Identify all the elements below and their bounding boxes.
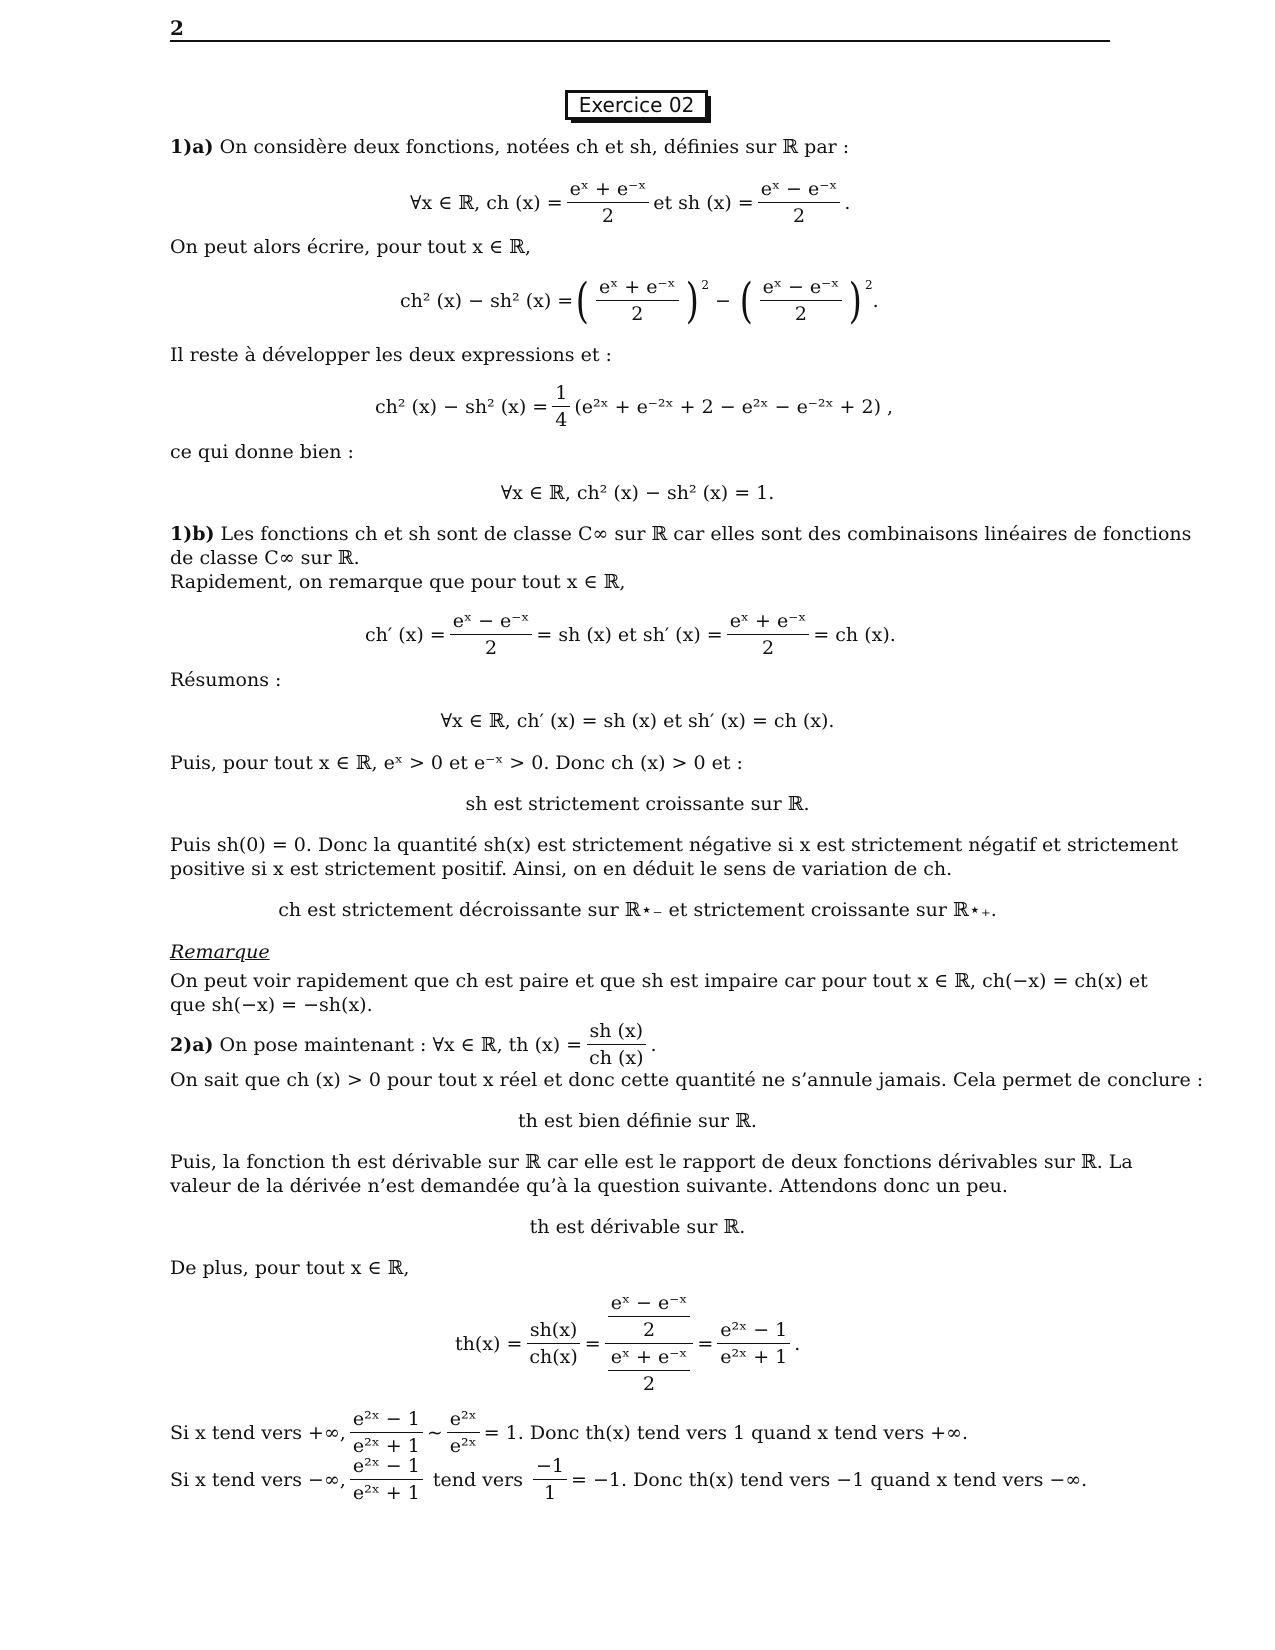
eq2-close-paren-2: ) xyxy=(849,272,863,329)
lim2-fraction-1 xyxy=(350,1455,423,1504)
remark-line1: On peut voir rapidement que ch est paire et que sh est impaire car pour tout x ∈ ℝ, ch(−x) = ch(x) et xyxy=(170,970,1148,992)
eq2-denominator-2: 2 xyxy=(794,303,807,325)
q1b-line1-wrapper xyxy=(170,522,1192,546)
equation-ch-sh-definition xyxy=(410,178,850,227)
eq11-inner-bottom-denominator: 2 xyxy=(642,1373,656,1395)
q1b-line1: Les fonctions ch et sh sont de classe C∞ sur ℝ car elles sont des combinaisons linéaires de fonctions xyxy=(220,523,1192,545)
q2a-deplus: De plus, pour tout x ∈ ℝ, xyxy=(170,1257,410,1279)
remark-line2: que sh(−x) = −sh(x). xyxy=(170,994,373,1016)
statement-th-derivable: th est dérivable sur ℝ. xyxy=(529,1216,746,1238)
statement-th-defined: th est bien définie sur ℝ. xyxy=(518,1110,757,1132)
eq3-fraction xyxy=(552,382,570,431)
eq1-ch-numerator: eˣ + e⁻ˣ xyxy=(567,178,650,203)
lim1-fraction-1 xyxy=(350,1408,423,1457)
q1b-line2: de classe C∞ sur ℝ. xyxy=(170,547,360,569)
eq11-denominator-c: e²ˣ + 1 xyxy=(720,1346,788,1368)
header-rule xyxy=(170,40,1110,42)
limit-minus-infinity-line xyxy=(170,1455,1087,1504)
eq11-equals-1: = xyxy=(584,1332,601,1355)
lim1-denominator-1: e²ˣ + 1 xyxy=(352,1435,420,1457)
q2a-line-sait: On sait que ch (x) > 0 pour tout x réel et donc cette quantité ne s’annule jamais. Cela permet de conclure : xyxy=(170,1069,1204,1091)
eq1-sh-numerator: eˣ − e⁻ˣ xyxy=(758,178,841,203)
lim1-sim: ∼ xyxy=(426,1421,443,1444)
eq5-end: = ch (x). xyxy=(813,623,896,646)
q2a-th-denominator: ch (x) xyxy=(589,1047,644,1069)
page-number: 2 xyxy=(170,16,184,40)
remark-title: Remarque xyxy=(170,941,270,963)
eq11-numerator-a: sh(x) xyxy=(527,1319,581,1344)
q2a-th-fraction xyxy=(586,1020,646,1069)
q1b-para-line2: positive si x est strictement positif. Ainsi, on en déduit le sens de variation de ch. xyxy=(170,858,953,880)
eq2-lhs: ch² (x) − sh² (x) = xyxy=(400,289,574,312)
eq1-lhs: ∀x ∈ ℝ, ch (x) = xyxy=(410,191,563,214)
limit-plus-infinity-line xyxy=(170,1408,968,1457)
eq2-denominator-1: 2 xyxy=(631,303,644,325)
eq2-open-paren-2: ( xyxy=(739,272,753,329)
eq5-numerator-2: eˣ + e⁻ˣ xyxy=(727,610,810,635)
lim2-denominator-1: e²ˣ + 1 xyxy=(352,1482,420,1504)
eq2-fraction-1 xyxy=(596,276,679,325)
eq2-end: . xyxy=(872,289,879,312)
lim1-denominator-2: e²ˣ xyxy=(449,1435,477,1457)
eq11-end: . xyxy=(794,1332,801,1355)
equation-ch2-sh2-squares xyxy=(400,272,879,329)
lim1-fraction-2 xyxy=(447,1408,480,1457)
statement-sh-increasing: sh est strictement croissante sur ℝ. xyxy=(465,793,810,815)
eq2-close-paren-1: ) xyxy=(685,272,699,329)
eq1-ch-fraction xyxy=(567,178,650,227)
lim1-prefix: Si x tend vers +∞, xyxy=(170,1421,346,1444)
lim1-suffix: = 1. Donc th(x) tend vers 1 quand x tend vers +∞. xyxy=(483,1421,969,1444)
equation-derivatives xyxy=(365,610,896,659)
eq1-mid: et sh (x) = xyxy=(653,191,754,214)
q1a-intro: On considère deux fonctions, notées ch et sh, définies sur ℝ par : xyxy=(219,136,850,158)
q2a-th-numerator: sh (x) xyxy=(587,1020,647,1045)
eq11-fraction-sh-ch xyxy=(526,1319,580,1368)
eq2-minus: − xyxy=(714,289,731,312)
eq11-inner-top-denominator: 2 xyxy=(642,1319,656,1341)
equation-ch2-sh2-expanded xyxy=(375,382,893,431)
lim2-numerator-2: −1 xyxy=(533,1455,567,1480)
eq2-open-paren-1: ( xyxy=(576,272,590,329)
lim2-mid: tend vers xyxy=(432,1468,523,1491)
eq11-inner-bottom-numerator: eˣ + e⁻ˣ xyxy=(608,1346,691,1371)
lim2-denominator-2: 1 xyxy=(543,1482,557,1504)
q1b-resumons: Résumons : xyxy=(170,669,282,691)
q1b-para-line1: Puis sh(0) = 0. Donc la quantité sh(x) est strictement négative si x est strictement négatif et strictement xyxy=(170,834,1179,856)
eq5-mid: = sh (x) et sh′ (x) = xyxy=(536,623,723,646)
eq3-rhs: (e²ˣ + e⁻²ˣ + 2 − e²ˣ − e⁻²ˣ + 2) , xyxy=(574,395,894,418)
eq2-fraction-2 xyxy=(760,276,843,325)
eq1-sh-fraction xyxy=(758,178,841,227)
equation-th-expression xyxy=(455,1292,800,1395)
exercise-title: Exercice 02 xyxy=(565,90,708,120)
statement-ch-variation: ch est strictement décroissante sur ℝ⋆₋ et strictement croissante sur ℝ⋆₊. xyxy=(278,899,997,921)
q1b-label: 1)b) xyxy=(170,523,215,545)
eq2-exponent-2: 2 xyxy=(864,278,873,292)
eq2-exponent-1: 2 xyxy=(701,278,709,292)
equation-derivatives-summary: ∀x ∈ ℝ, ch′ (x) = sh (x) et sh′ (x) = ch (x). xyxy=(440,710,835,732)
eq11-inner-fraction-bottom xyxy=(608,1346,691,1395)
eq11-inner-fraction-top xyxy=(608,1292,691,1341)
equation-ch2-sh2-equals-1: ∀x ∈ ℝ, ch² (x) − sh² (x) = 1. xyxy=(500,482,775,504)
eq3-numerator: 1 xyxy=(552,382,570,407)
q2a-para-line1: Puis, la fonction th est dérivable sur ℝ car elle est le rapport de deux fonctions dérivables sur ℝ. La xyxy=(170,1151,1133,1173)
eq11-lhs: th(x) = xyxy=(455,1332,523,1355)
lim2-prefix: Si x tend vers −∞, xyxy=(170,1468,346,1491)
eq5-denominator-1: 2 xyxy=(485,637,498,659)
lim1-numerator-1: e²ˣ − 1 xyxy=(350,1408,423,1433)
q1b-line3: Rapidement, on remarque que pour tout x ∈ ℝ, xyxy=(170,571,626,593)
lim2-numerator-1: e²ˣ − 1 xyxy=(350,1455,423,1480)
eq3-denominator: 4 xyxy=(555,409,568,431)
lim1-numerator-2: e²ˣ xyxy=(447,1408,480,1433)
q2a-para-line2: valeur de la dérivée n’est demandée qu’à la question suivante. Attendons donc un peu. xyxy=(170,1175,1008,1197)
eq1-ch-denominator: 2 xyxy=(601,205,614,227)
lim2-fraction-2 xyxy=(533,1455,567,1504)
eq1-sh-denominator: 2 xyxy=(792,205,806,227)
eq2-numerator-1: eˣ + e⁻ˣ xyxy=(596,276,679,301)
eq11-compound-denominator xyxy=(605,1344,694,1395)
eq2-numerator-2: eˣ − e⁻ˣ xyxy=(760,276,843,301)
q1a-text4: ce qui donne bien : xyxy=(170,441,354,463)
eq11-numerator-c: e²ˣ − 1 xyxy=(717,1319,790,1344)
q2a-pose-prefix: On pose maintenant : ∀x ∈ ℝ, th (x) = xyxy=(219,1033,583,1056)
eq11-fraction-c xyxy=(717,1319,790,1368)
q1b-puis: Puis, pour tout x ∈ ℝ, eˣ > 0 et e⁻ˣ > 0. Donc ch (x) > 0 et : xyxy=(170,752,743,774)
lim2-suffix: = −1. Donc th(x) tend vers −1 quand x tend vers −∞. xyxy=(571,1468,1088,1491)
eq11-denominator-a: ch(x) xyxy=(529,1346,578,1368)
eq5-fraction-2 xyxy=(727,610,810,659)
eq3-lhs: ch² (x) − sh² (x) = xyxy=(375,395,549,418)
eq5-fraction-1 xyxy=(450,610,533,659)
eq1-end: . xyxy=(844,191,851,214)
eq11-inner-top-numerator: eˣ − e⁻ˣ xyxy=(608,1292,691,1317)
eq11-equals-2: = xyxy=(697,1332,714,1355)
q1a-intro-line xyxy=(170,135,1110,159)
eq11-compound-fraction xyxy=(605,1292,694,1395)
eq5-lhs: ch′ (x) = xyxy=(365,623,446,646)
eq11-compound-numerator xyxy=(605,1292,694,1344)
q2a-label: 2)a) xyxy=(170,1033,214,1056)
q2a-definition-line xyxy=(170,1020,657,1069)
eq5-denominator-2: 2 xyxy=(761,637,775,659)
q1a-text3: Il reste à développer les deux expressions et : xyxy=(170,344,612,366)
q1a-text2: On peut alors écrire, pour tout x ∈ ℝ, xyxy=(170,236,531,258)
q1a-label: 1)a) xyxy=(170,136,214,158)
eq5-numerator-1: eˣ − e⁻ˣ xyxy=(450,610,533,635)
q2a-pose-end: . xyxy=(650,1033,657,1056)
